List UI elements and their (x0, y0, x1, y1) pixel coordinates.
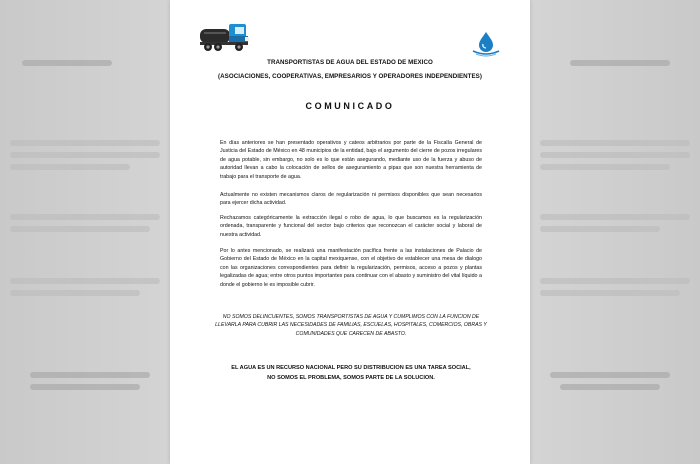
header-subtitle: (ASOCIACIONES, COOPERATIVAS, EMPRESARIOS Y OPERADORES INDEPENDIENTES) (218, 73, 482, 80)
paragraph-1: En días anteriores se han presentado operativos y cateos arbitrarios por parte de la Fiscalía General de Justicia del Estado de México en 48 municipios de la entidad, bajo el argumento del cierre de pozos irregulares de agua potable, sin embargo, no solo es lo que están asegurando, mediante uso de la fuerza y abuso de autoridad llevan a cabo la colocación de sellos de aseguramiento a pipas que son nuestra herramienta de trabajo para el transporte de agua. (220, 140, 482, 180)
ghost-line (22, 60, 112, 66)
ghost-line (10, 164, 130, 170)
ghost-line (570, 60, 670, 66)
paragraph-3: Rechazamos categóricamente la extracción ilegal o robo de agua, lo que buscamos es la regularización ordenada, transparente y funcional del sector bajo criterios que reconozcan el carácter social y laboral de nuestra actividad. (220, 215, 482, 238)
document-page (170, 0, 530, 464)
paragraph-4: Por lo antes mencionado, se realizará una manifestación pacífica frente a las instalaciones de Palacio de Gobierno del Estado de México en la capital mexiquense, con el objetivo de establecer una mesa de dialogo con las organizaciones correspondientes para definir la regularización, permisos, acceso a pozos y plantas legalizadas de agua; entre otros puntos importantes para continuar con el abasto y suministro del vital líquido a donde el gobierno le es imposible cubrir. (220, 248, 482, 288)
ghost-line (550, 372, 670, 378)
water-drop-icon (470, 30, 502, 58)
paragraph-2: Actualmente no existen mecanismos claros de regularización ni permisos disponibles que sean necesarios para ejercer dicha actividad. (220, 192, 482, 207)
blurred-backdrop-left (0, 0, 170, 464)
ghost-line (30, 384, 140, 390)
page-title: COMUNICADO (305, 101, 395, 111)
closing-line-2: NO SOMOS EL PROBLEMA, SOMOS PARTE DE LA SOLUCION. (267, 375, 435, 381)
ghost-line (10, 214, 160, 220)
ghost-line (560, 384, 660, 390)
ghost-line (540, 278, 690, 284)
ghost-line (540, 140, 690, 146)
ghost-line (540, 290, 680, 296)
ghost-line (10, 278, 160, 284)
header-organization: TRANSPORTISTAS DE AGUA DEL ESTADO DE MEXICO (267, 59, 433, 66)
ghost-line (540, 214, 690, 220)
ghost-line (10, 290, 140, 296)
ghost-line (10, 152, 160, 158)
water-truck-icon (198, 20, 250, 54)
ghost-line (30, 372, 150, 378)
ghost-line (10, 226, 150, 232)
ghost-line (540, 164, 670, 170)
ghost-line (540, 226, 660, 232)
ghost-line (10, 140, 160, 146)
ghost-line (540, 152, 690, 158)
italic-statement: NO SOMOS DELINCUENTES, SOMOS TRANSPORTISTAS DE AGUA Y CUMPLIMOS CON LA FUNCION DE LLEVARLA PARA CUBRIR LAS NECESIDADES DE FAMILIAS, ESCUELAS, HOSPITALES, COMERCIOS, OBRAS Y COMUNIDADES QUE CARECEN DE ABASTO. (215, 314, 487, 337)
blurred-backdrop-right (530, 0, 700, 464)
closing-line-1: EL AGUA ES UN RECURSO NACIONAL PERO SU DISTRIBUCION ES UNA TAREA SOCIAL, (231, 365, 471, 371)
